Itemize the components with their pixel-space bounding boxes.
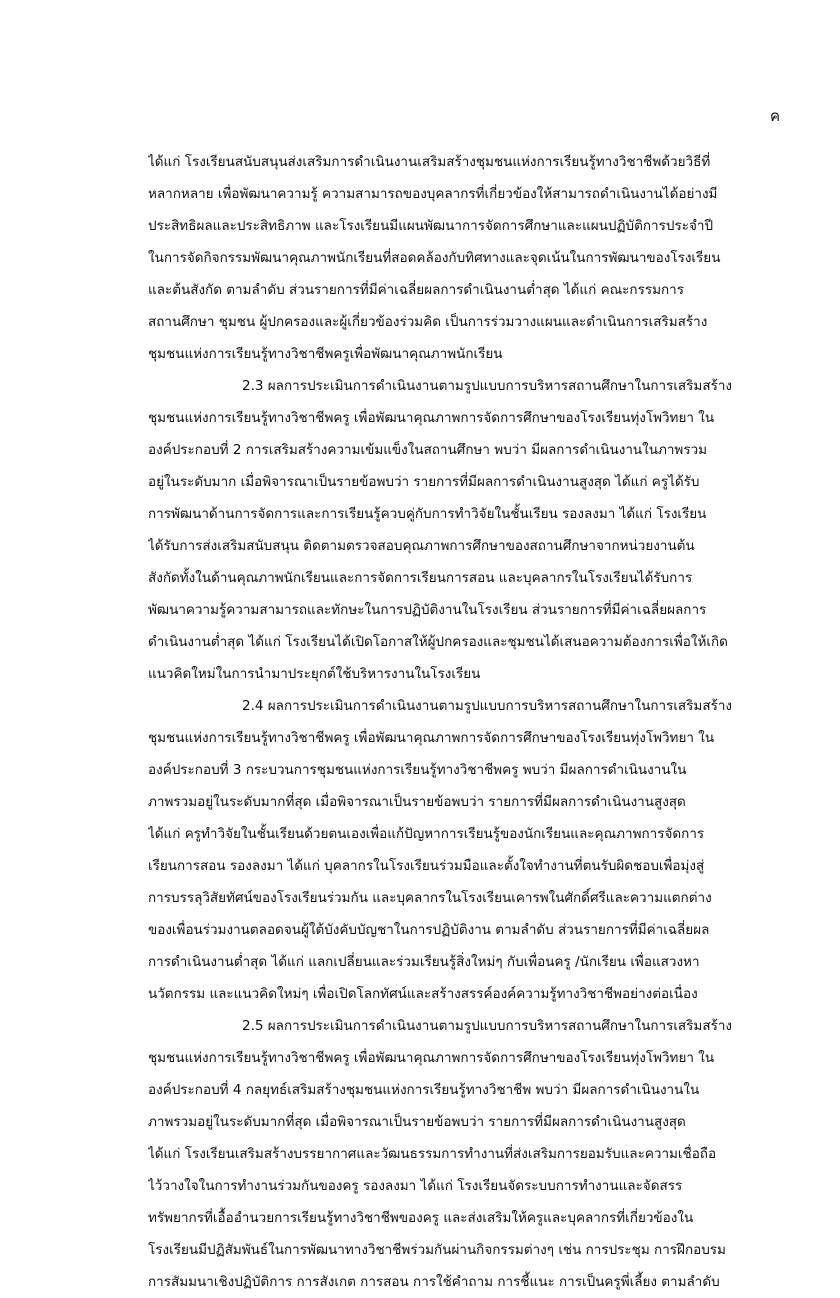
text-line: ได้แก่ ครูทำวิจัยในชั้นเรียนด้วยตนเองเพื่อแก้ปัญหาการเรียนรู้ของนักเรียนและคุณภาพการจัดการ	[148, 826, 705, 842]
text-line: ภาพรวมอยู่ในระดับมากที่สุด เมื่อพิจารณาเป็นรายข้อพบว่า รายการที่มีผลการดำเนินงานสูงสุด	[148, 1114, 686, 1130]
text-line: องค์ประกอบที่ 2 การเสริมสร้างความเข้มแข็งในสถานศึกษา พบว่า มีผลการดำเนินงานในภาพรวม	[148, 442, 708, 458]
text-line: นวัตกรรม และแนวคิดใหม่ๆ เพื่อเปิดโลกทัศน์และสร้างสรรค์องค์ความรู้ทางวิชาชีพอย่างต่อเนื่อง	[148, 986, 698, 1002]
text-line: โรงเรียนมีปฏิสัมพันธ์ในการพัฒนาทางวิชาชีพร่วมกันผ่านกิจกรรมต่างๆ เช่น การประชุม การฝึกอบรม	[148, 1242, 726, 1258]
text-line: ชุมชนแห่งการเรียนรู้ทางวิชาชีพครู เพื่อพัฒนาคุณภาพการจัดการศึกษาของโรงเรียนทุ่งโพวิทยา ใน	[148, 410, 715, 426]
text-line: การสัมมนาเชิงปฏิบัติการ การสังเกต การสอน การใช้คำถาม การชี้แนะ การเป็นครูพี่เลี้ยง ตามลำดับ	[148, 1274, 720, 1290]
text-line: ชุมชนแห่งการเรียนรู้ทางวิชาชีพครู เพื่อพัฒนาคุณภาพการจัดการศึกษาของโรงเรียนทุ่งโพวิทยา ใน	[148, 730, 715, 746]
body-text	[148, 146, 753, 1298]
text-line: อยู่ในระดับมาก เมื่อพิจารณาเป็นรายข้อพบว่า รายการที่มีผลการดำเนินงานสูงสุด ได้แก่ ครูได้รับ	[148, 474, 700, 490]
text-line: สถานศึกษา ชุมชน ผู้ปกครองและผู้เกี่ยวข้องร่วมคิด เป็นการร่วมวางแผนและดำเนินการเสริมสร้าง	[148, 314, 708, 330]
text-line: ได้แก่ โรงเรียนเสริมสร้างบรรยากาศและวัฒนธรรมการทำงานที่ส่งเสริมการยอมรับและความเชื่อถือ	[148, 1146, 717, 1162]
text-line: ทรัพยากรที่เอื้ออำนวยการเรียนรู้ทางวิชาชีพของครู และส่งเสริมให้ครูและบุคลากรที่เกี่ยวข้องใน	[148, 1210, 694, 1226]
text-line: ของเพื่อนร่วมงานตลอดจนผู้ใต้บังคับบัญชาในการปฏิบัติงาน ตามลำดับ ส่วนรายการที่มีค่าเฉลี่ยผล	[148, 922, 710, 938]
text-line: ชุมชนแห่งการเรียนรู้ทางวิชาชีพครู เพื่อพัฒนาคุณภาพการจัดการศึกษาของโรงเรียนทุ่งโพวิทยา ใน	[148, 1050, 715, 1066]
page-number: ค	[770, 107, 781, 125]
section-heading-2-3: 2.3 ผลการประเมินการดำเนินงานตามรูปแบบการบริหารสถานศึกษาในการเสริมสร้าง	[242, 378, 732, 394]
text-line: ได้แก่ โรงเรียนสนับสนุนส่งเสริมการดำเนินงานเสริมสร้างชุมชนแห่งการเรียนรู้ทางวิชาชีพด้วยวิธีที่	[148, 154, 711, 170]
section-heading-2-4: 2.4 ผลการประเมินการดำเนินงานตามรูปแบบการบริหารสถานศึกษาในการเสริมสร้าง	[242, 698, 732, 714]
text-line: ในการจัดกิจกรรมพัฒนาคุณภาพนักเรียนที่สอดคล้องกับทิศทางและจุดเน้นในการพัฒนาของโรงเรียน	[148, 250, 721, 266]
text-line: ชุมชนแห่งการเรียนรู้ทางวิชาชีพครูเพื่อพัฒนาคุณภาพนักเรียน	[148, 346, 503, 362]
text-line: ได้รับการส่งเสริมสนับสนุน ติดตามตรวจสอบคุณภาพการศึกษาของสถานศึกษาจากหน่วยงานต้น	[148, 538, 695, 554]
text-line: สังกัดทั้งในด้านคุณภาพนักเรียนและการจัดการเรียนการสอน และบุคลากรในโรงเรียนได้รับการ	[148, 570, 693, 586]
text-line: หลากหลาย เพื่อพัฒนาความรู้ ความสามารถของบุคลากรที่เกี่ยวข้องให้สามารถดำเนินงานได้อย่างมี	[148, 186, 718, 202]
text-line: ประสิทธิผลและประสิทธิภาพ และโรงเรียนมีแผนพัฒนาการจัดการศึกษาและแผนปฏิบัติการประจำปี	[148, 218, 714, 234]
section-heading-2-5: 2.5 ผลการประเมินการดำเนินงานตามรูปแบบการบริหารสถานศึกษาในการเสริมสร้าง	[242, 1018, 732, 1034]
text-line: พัฒนาความรู้ความสามารถและทักษะในการปฏิบัติงานในโรงเรียน ส่วนรายการที่มีค่าเฉลี่ยผลการ	[148, 602, 707, 618]
text-line: การดำเนินงานต่ำสุด ได้แก่ แลกเปลี่ยนและร่วมเรียนรู้สิ่งใหม่ๆ กับเพื่อนครู /นักเรียน เพื่อแสวงหา	[148, 954, 700, 970]
text-line: ดำเนินงานต่ำสุด ได้แก่ โรงเรียนได้เปิดโอกาสให้ผู้ปกครองและชุมชนได้เสนอความต้องการเพื่อให้เกิด	[148, 634, 728, 650]
text-line: เรียนการสอน รองลงมา ได้แก่ บุคลากรในโรงเรียนร่วมมือและตั้งใจทำงานที่ตนรับผิดชอบเพื่อมุ่งสู่	[148, 858, 705, 874]
text-line: องค์ประกอบที่ 3 กระบวนการชุมชนแห่งการเรียนรู้ทางวิชาชีพครู พบว่า มีผลการดำเนินงานใน	[148, 762, 687, 778]
text-line: การบรรลุวิสัยทัศน์ของโรงเรียนร่วมกัน และบุคลากรในโรงเรียนเคารพในศักดิ์ศรีและความแตกต่าง	[148, 890, 712, 906]
text-line: แนวคิดใหม่ในการนำมาประยุกต์ใช้บริหารงานในโรงเรียน	[148, 666, 481, 682]
text-line: ไว้วางใจในการทำงานร่วมกันของครู รองลงมา ได้แก่ โรงเรียนจัดระบบการทำงานและจัดสรร	[148, 1178, 683, 1194]
text-line: ภาพรวมอยู่ในระดับมากที่สุด เมื่อพิจารณาเป็นรายข้อพบว่า รายการที่มีผลการดำเนินงานสูงสุด	[148, 794, 686, 810]
text-line: องค์ประกอบที่ 4 กลยุทธ์เสริมสร้างชุมชนแห่งการเรียนรู้ทางวิชาชีพ พบว่า มีผลการดำเนินงานใน	[148, 1082, 700, 1098]
text-line: การพัฒนาด้านการจัดการและการเรียนรู้ควบคู่กับการทำวิจัยในชั้นเรียน รองลงมา ได้แก่ โรงเรียน	[148, 506, 707, 522]
text-line: และต้นสังกัด ตามลำดับ ส่วนรายการที่มีค่าเฉลี่ยผลการดำเนินงานต่ำสุด ได้แก่ คณะกรรมการ	[148, 282, 684, 298]
